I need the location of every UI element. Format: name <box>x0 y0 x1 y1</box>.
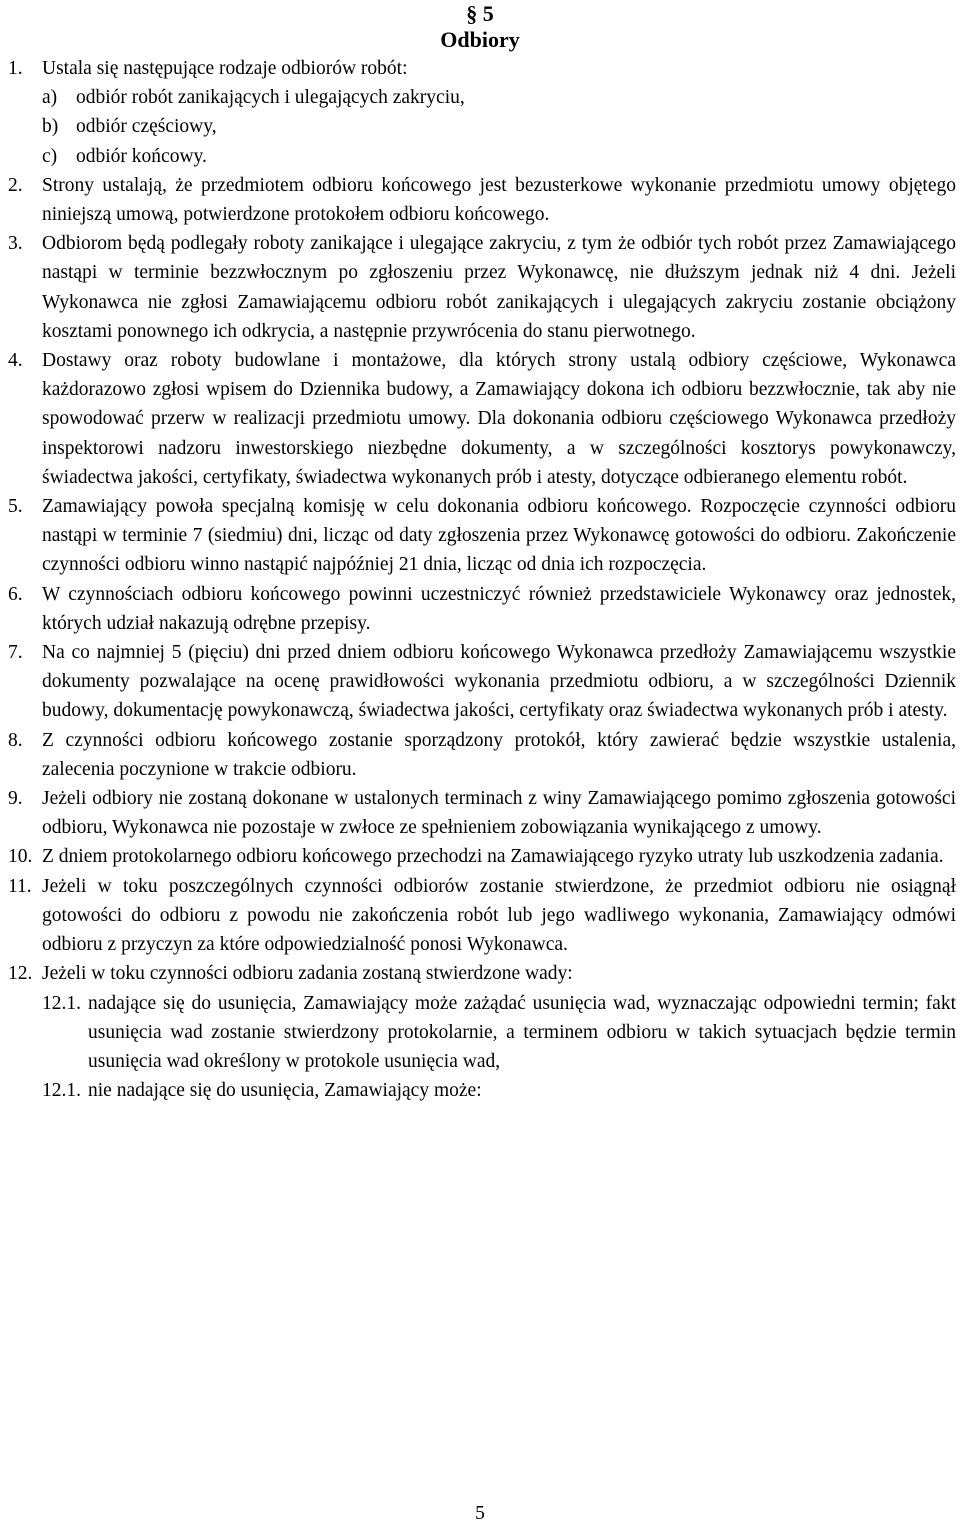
list-item-8 <box>8 726 956 784</box>
list-item-7 <box>8 638 956 726</box>
item-number: 7. <box>8 642 23 664</box>
sub-item-letter: c) <box>42 145 58 167</box>
list-item-12 <box>8 959 956 988</box>
list-item-1 <box>8 54 956 83</box>
list-item-2 <box>8 171 956 229</box>
section-title: Odbiory <box>440 27 520 52</box>
list-item-6 <box>8 580 956 638</box>
section-number: § 5 <box>466 1 494 26</box>
item-text: Z czynności odbioru końcowego zostanie sporządzony protokół, który zawierać będzie wszystkie ustalenia, zalecenia poczynione w trakcie odbioru. <box>42 729 956 780</box>
item-number: 6. <box>8 583 23 605</box>
item-text: Ustala się następujące rodzaje odbiorów robót: <box>42 58 408 79</box>
item-text: Strony ustalają, że przedmiotem odbioru końcowego jest bezusterkowe wykonanie przedmiotu umowy objętego niniejszą umową, potwierdzone protokołem odbioru końcowego. <box>42 174 956 226</box>
sub-item-12-1-second <box>8 1076 956 1105</box>
item-text: Z dniem protokolarnego odbioru końcowego przechodzi na Zamawiającego ryzyko utraty lub uszkodzenia zadania. <box>42 846 944 868</box>
sub-item-number: 12.1. <box>42 992 81 1014</box>
item-number: 5. <box>8 496 23 518</box>
list-item-4 <box>8 346 956 492</box>
sub-item-text: odbiór robót zanikających i ulegających zakryciu, <box>76 87 465 109</box>
item-text: Jeżeli w toku czynności odbioru zadania zostaną stwierdzone wady: <box>42 963 573 985</box>
sub-item-text: nadające się do usunięcia, Zamawiający może zażądać usunięcia wad, wyznaczając odpowiedni termin; fakt usunięcia wad zostanie stwierdzony protokolarnie, a terminem odbioru w takich sytuacjach będzie termin usunięcia wad określony w protokole usunięcia wad, <box>88 992 956 1072</box>
sub-item-number: 12.1. <box>42 1080 81 1102</box>
item-text: Jeżeli w toku poszczególnych czynności odbiorów zostanie stwierdzone, że przedmiot odbioru nie osiągnął gotowości do odbioru z powodu nie zakończenia robót lub jego wadliwego wykonania, Zamawiający odmówi odbioru z przyczyn za które odpowiedzialność ponosi Wykonawca. <box>42 875 956 956</box>
sub-item-letter: b) <box>42 116 59 138</box>
item-number: 9. <box>8 788 23 810</box>
item-number: 3. <box>8 233 23 255</box>
item-number: 4. <box>8 350 23 372</box>
section-content <box>8 54 956 1105</box>
page-number: 5 <box>475 1503 485 1524</box>
item-number: 1. <box>8 58 23 79</box>
sub-item-text: odbiór końcowy. <box>76 145 207 167</box>
item-text: Zamawiający powoła specjalną komisję w celu dokonania odbioru końcowego. Rozpoczęcie czynności odbioru nastąpi w terminie 7 (siedmiu) dni, licząc od daty zgłoszenia przez Wykonawcę gotowości do odbioru. Zakończenie czynności odbioru winno nastąpić najpóźniej 21 dnia, licząc od dnia ich rozpoczęcia. <box>42 496 956 576</box>
list-item-5 <box>8 492 956 580</box>
item-number: 10. <box>8 846 33 868</box>
item-text: Na co najmniej 5 (pięciu) dni przed dniem odbioru końcowego Wykonawca przedłoży Zamawiającemu wszystkie dokumenty pozwalające na ocenę prawidłowości wykonania przedmiotu odbioru, a w szczególności Dziennik budowy, dokumentację powykonawczą, świadectwa jakości, certyfikaty oraz świadectwa wykonanych prób i atesty. <box>42 642 956 722</box>
sub-item-text: odbiór częściowy, <box>76 116 217 138</box>
item-text: W czynnościach odbioru końcowego powinni uczestniczyć również przedstawiciele Wykonawcy oraz jednostek, których udział nakazują odrębne przepisy. <box>42 583 956 634</box>
sub-item-letter: a) <box>42 87 58 109</box>
list-item-11 <box>8 872 956 960</box>
list-item-10 <box>8 842 956 871</box>
list-item-3 <box>8 229 956 346</box>
sub-item-text: nie nadające się do usunięcia, Zamawiający może: <box>88 1080 482 1102</box>
item-number: 2. <box>8 174 23 196</box>
item-number: 12. <box>8 963 33 985</box>
item-text: Odbiorom będą podlegały roboty zanikające i ulegające zakryciu, z tym że odbiór tych robót przez Zamawiającego nastąpi w terminie bezzwłocznym po zgłoszeniu przez Wykonawcę, nie dłuższym jednak niż 4 dni. Jeżeli Wykonawca nie zgłosi Zamawiającemu odbioru robót zanikających i ulegających zakryciu zostanie obciążony kosztami ponownego ich odkrycia, a następnie przywrócenia do stanu pierwotnego. <box>42 233 956 342</box>
list-item-9 <box>8 784 956 842</box>
item-text: Jeżeli odbiory nie zostaną dokonane w ustalonych terminach z winy Zamawiającego pomimo zgłoszenia gotowości odbioru, Wykonawca nie pozostaje w zwłoce ze spełnieniem zobowiązania wynikającego z umowy. <box>42 788 956 839</box>
sub-item-b <box>8 112 956 141</box>
item-number: 11. <box>8 875 32 897</box>
sub-item-12-1 <box>8 989 956 1077</box>
item-number: 8. <box>8 729 23 751</box>
sub-item-a <box>8 83 956 112</box>
sub-item-c <box>8 142 956 171</box>
item-text: Dostawy oraz roboty budowlane i montażowe, dla których strony ustalą odbiory częściowe, Wykonawca każdorazowo zgłosi wpisem do Dziennika budowy, a Zamawiający dokona ich odbioru bezzwłocznie, tak aby nie spowodować przerw w realizacji przedmiotu umowy. Dla dokonania odbioru częściowego Wykonawca przedłoży inspektorowi nadzoru inwestorskiego niezbędne dokumenty, a w szczególności kosztorys powykonawczy, świadectwa jakości, certyfikaty, świadectwa wykonanych prób i atesty, dotyczące odbieranego elementu robót. <box>42 350 956 488</box>
